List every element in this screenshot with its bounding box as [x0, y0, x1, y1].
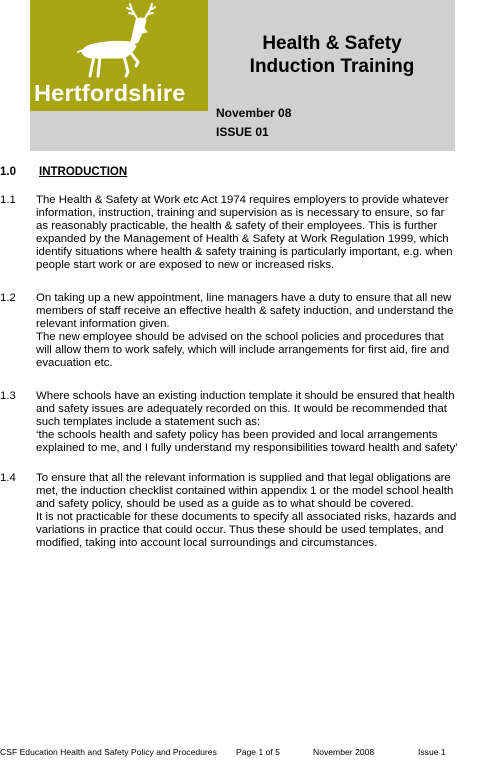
- paragraph-line: The new employee should be advised on the school policies and procedures that: [36, 331, 444, 343]
- footer-document-name: CSF Education Health and Safety Policy and Procedures: [0, 747, 217, 757]
- footer-page-number: Page 1 of 5: [236, 747, 280, 757]
- paragraph-line: such templates include a statement such as:: [36, 416, 261, 428]
- paragraph-line: Where schools have an existing induction template it should be ensured that health: [36, 390, 455, 402]
- paragraph-number: 1.2: [0, 292, 16, 304]
- document-issue: ISSUE 01: [216, 125, 269, 139]
- paragraph-line: evacuation etc.: [36, 357, 113, 369]
- paragraph-1-1: [0, 194, 482, 272]
- logo-text: Hertfordshire: [34, 80, 186, 106]
- paragraph-line: modified, taking into account local surroundings and circumstances.: [36, 537, 378, 549]
- paragraph-line: people start work or are exposed to new or increased risks.: [36, 259, 335, 271]
- paragraph-1-2: [0, 292, 482, 370]
- paragraph-line: To ensure that all the relevant information is supplied and that legal obligations are: [36, 472, 451, 484]
- title-line-1: Health & Safety: [262, 33, 402, 54]
- section-number: 1.0: [0, 166, 16, 178]
- paragraph-1-3: [0, 390, 482, 455]
- paragraph-number: 1.4: [0, 472, 16, 484]
- paragraph-line: expanded by the Management of Health & Safety at Work Regulation 1999, which: [36, 233, 449, 245]
- hertfordshire-logo: [30, 0, 208, 111]
- paragraph-number: 1.1: [0, 194, 16, 206]
- paragraph-line: The Health & Safety at Work etc Act 1974 requires employers to provide whatever: [36, 194, 449, 206]
- paragraph-line: will allow them to work safely, which will include arrangements for first aid, fire and: [36, 344, 450, 356]
- paragraph-line: members of staff receive an effective health & safety induction, and understand the: [36, 305, 454, 317]
- paragraph-line: information, instruction, training and supervision as is necessary to ensure, so far: [36, 207, 445, 219]
- document-title: [212, 32, 452, 78]
- paragraph-number: 1.3: [0, 390, 16, 402]
- paragraph-1-4: [0, 472, 482, 550]
- paragraph-line: met, the induction checklist contained within appendix 1 or the model school health: [36, 485, 454, 497]
- paragraph-line: It is not practicable for these documents to specify all associated risks, hazards and: [36, 511, 457, 523]
- paragraph-line: identify situations where health & safety training is particularly important, e.g. when: [36, 246, 453, 258]
- footer-date: November 2008: [313, 747, 375, 757]
- paragraph-line: and safety policy, should be used as a guide as to what should be covered.: [36, 498, 414, 510]
- document-date: November 08: [216, 106, 292, 120]
- paragraph-line: explained to me, and I fully understand my responsibilities toward health and safety’: [36, 442, 458, 454]
- section-title: INTRODUCTION: [39, 166, 128, 178]
- paragraph-line: as reasonably practicable, the health & safety of their employees. This is further: [36, 220, 438, 232]
- title-line-2: Induction Training: [249, 56, 415, 77]
- paragraph-line: On taking up a new appointment, line managers have a duty to ensure that all new: [36, 292, 452, 304]
- paragraph-line: variations in practice that could occur. Thus these should be used templates, and: [36, 524, 444, 536]
- paragraph-line: relevant information given.: [36, 318, 170, 330]
- footer-issue: Issue 1: [418, 747, 446, 757]
- stag-icon: [72, 2, 164, 80]
- paragraph-line: ‘the schools health and safety policy has been provided and local arrangements: [36, 429, 438, 441]
- paragraph-line: and safety issues are adequately recorded on this. It would be recommended that: [36, 403, 447, 415]
